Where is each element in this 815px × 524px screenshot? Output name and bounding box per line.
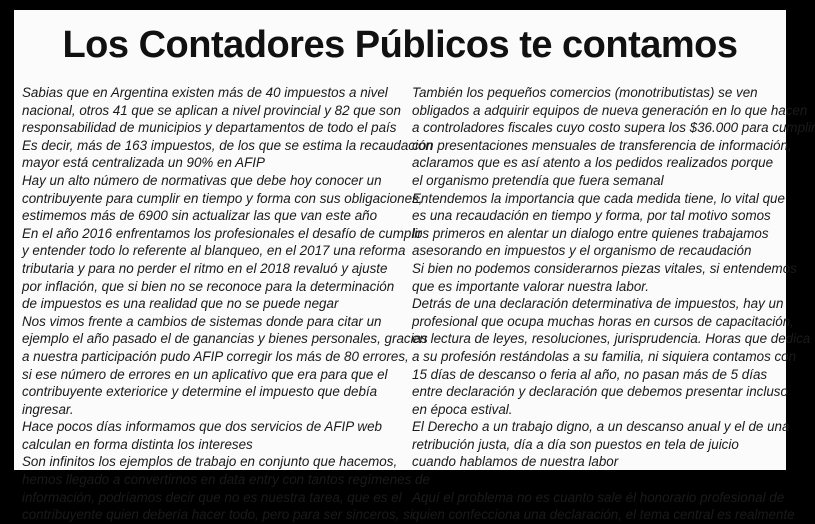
text-line: ingresar.	[22, 401, 74, 417]
text-line: Sabias que en Argentina existen más de 40 impuestos a nivel	[22, 85, 388, 100]
text-line: obligados a adquirir equipos de nueva generación en lo que hacen	[412, 102, 808, 118]
text-line: información, podríamos decir que no es nuestra tarea, que es el	[22, 489, 402, 505]
text-line: Son infinitos los ejemplos de trabajo en conjunto que hacemos,	[22, 454, 398, 470]
text-line: Hace pocos días informamos que dos servicios de AFIP web	[22, 419, 382, 435]
page-title: Los Contadores Públicos te contamos	[62, 24, 738, 66]
text-line: contribuyente quien debería hacer todo, pero para ser sinceros, si	[22, 507, 413, 523]
text-line: ejemplo el año pasado el de ganancias y bienes personales, gracias	[22, 331, 428, 347]
text-line: con presentaciones mensuales de transferencia de información,	[412, 137, 792, 153]
text-line: Detrás de una declaración determinativa de impuestos, hay un	[412, 296, 784, 312]
text-line: en época estival.	[412, 401, 513, 417]
text-line: mayor está centralizada un 90% en AFIP	[22, 155, 265, 171]
text-line: los primeros en alentar un dialogo entre quienes trabajamos	[412, 225, 769, 241]
text-line: profesional que ocupa muchas horas en cursos de capacitación,	[412, 313, 794, 329]
text-line: Hay un alto número de normativas que debe hoy conocer un	[22, 172, 382, 188]
text-line: En el año 2016 enfrentamos los profesionales el desafío de cumplir	[22, 225, 422, 241]
text-line: Aquí el problema no es cuanto sale él honorario profesional de	[412, 489, 785, 505]
text-line: Es decir, más de 163 impuestos, de los que se estima la recaudación	[22, 137, 433, 153]
text-line: hemos llegado a convertirnos en data entry con tantos regímenes de	[22, 472, 430, 488]
text-line: responsabilidad de municipios y departamentos de todo el país	[22, 120, 397, 136]
text-line: asesorando en impuestos y el organismo de recaudación	[412, 243, 752, 259]
text-line: El Derecho a un trabajo digno, a un descanso anual y el de una	[412, 419, 790, 435]
text-line	[412, 471, 784, 489]
text-line: a su profesión restándolas a su familia, ni siquiera contamos con	[412, 348, 797, 364]
right-column	[412, 84, 815, 524]
text-line: de impuestos es una realidad que no se puede negar	[22, 296, 339, 312]
text-line: tributaria y para no perder el ritmo en el 2018 revaluó y ajuste	[22, 260, 388, 276]
text-line: También los pequeños comercios (monotributistas) se ven	[412, 85, 758, 100]
newspaper-page	[14, 10, 815, 523]
text-line: entre declaración y declaración que debemos presentar incluso	[412, 384, 788, 400]
text-line: cuando hablamos de nuestra labor	[412, 454, 619, 470]
text-line: nacional, otros 41 que se aplican a nivel provincial y 82 que son	[22, 102, 401, 118]
text-line: aclaramos que es así atento a los pedidos realizados porque	[412, 155, 774, 171]
text-line: Si bien no podemos considerarnos piezas vitales, si entendemos	[412, 260, 797, 276]
text-line: retribución justa, día a día son puestos en tela de juicio	[412, 436, 739, 452]
text-line: 15 días de descanso o feria al año, no pasan más de 5 días	[412, 366, 768, 382]
text-line: calculan en forma distinta los intereses	[22, 436, 253, 452]
text-line: que es importante valorar nuestra labor.	[412, 278, 649, 294]
text-line: y entender todo lo referente al blanqueo, en el 2017 una reforma	[22, 243, 406, 259]
text-line: por inflación, que si bien no se reconoce para la determinación	[22, 278, 395, 294]
text-line: en lectura de leyes, resoluciones, jurisprudencia. Horas que dedica	[412, 331, 811, 347]
text-line: si ese número de errores en un aplicativo que era para que el	[22, 366, 388, 382]
text-line: quien confecciona una declaración, el tema central es realmente	[412, 507, 795, 523]
text-line: a controladores fiscales cuyo costo supera los $36.000 para cumplir	[412, 120, 815, 136]
text-line: Entendemos la importancia que cada medida tiene, lo vital que	[412, 190, 785, 206]
text-line: a nuestra participación pudo AFIP corregir los más de 80 errores,	[22, 348, 409, 364]
text-line: el organismo pretendía que fuera semanal	[412, 172, 664, 188]
text-line: contribuyente para cumplir en tiempo y forma con sus obligaciones,	[22, 190, 423, 206]
text-line: es una recaudación en tiempo y forma, por tal motivo somos	[412, 208, 771, 224]
left-column	[22, 84, 433, 524]
text-line: Nos vimos frente a cambios de sistemas donde para citar un	[22, 313, 382, 329]
text-line: estimemos más de 6900 sin actualizar las que van este año	[22, 208, 378, 224]
text-line: contribuyente exteriorice y determine el impuesto que debía	[22, 384, 378, 400]
